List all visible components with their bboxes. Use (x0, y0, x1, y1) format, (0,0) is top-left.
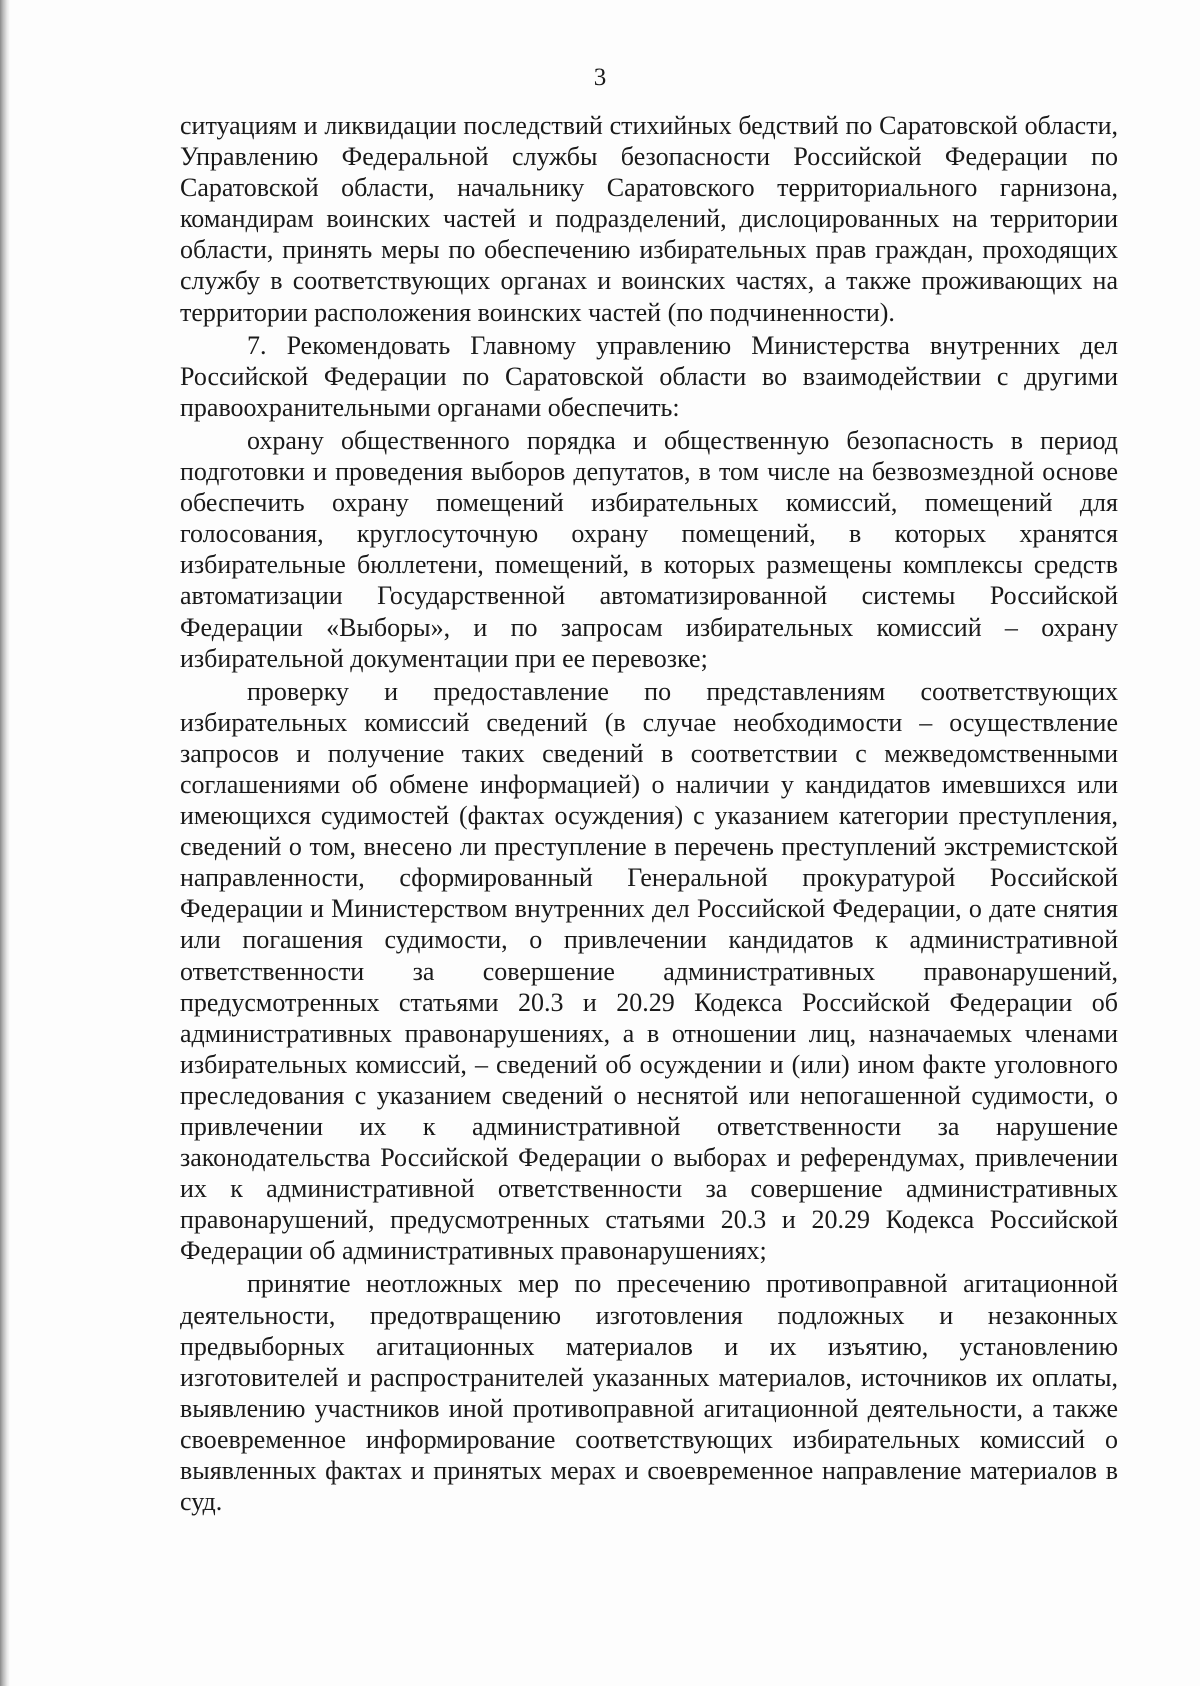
page-number: 3 (593, 64, 607, 91)
paragraph-item-7: 7. Рекомендовать Главному управлению Министерства внутренних дел Российской Федерации по Саратовской области во взаимодействии с другими правоохранительными органами обеспечить: (180, 330, 1118, 422)
scan-edge-shadow (0, 0, 10, 1686)
paragraph-campaign-enforcement: принятие неотложных мер по пресечению противоправной агитационной деятельности, предотвращению изготовления подложных и незаконных предвыборных агитационных материалов и их изъятию, установлению изготовителей и распространителей указанных материалов, источников их оплаты, выявлению участников иной противоправной агитационной деятельности, а также своевременное информирование соответствующих избирательных комиссий о выявленных фактах и принятых мерах и своевременное направление материалов в суд. (180, 1269, 1118, 1517)
document-body (180, 110, 1118, 1517)
paragraph-public-order: охрану общественного порядка и общественную безопасность в период подготовки и проведения выборов депутатов, в том числе на безвозмездной основе обеспечить охрану помещений избирательных комиссий, помещений для голосования, круглосуточную охрану помещений, в которых хранятся избирательные бюллетени, помещений, в которых размещены комплексы средств автоматизации Государственной автоматизированной системы Российской Федерации «Выборы», и по запросам избирательных комиссий – охрану избирательной документации при ее перевозке; (180, 425, 1118, 673)
paragraph-continuation: ситуациям и ликвидации последствий стихийных бедствий по Саратовской области, Управлению Федеральной службы безопасности Российской Федерации по Саратовской области, начальнику Саратовского территориального гарнизона, командирам воинских частей и подразделений, дислоцированных на территории области, принять меры по обеспечению избирательных прав граждан, проходящих службу в соответствующих органах и воинских частях, а также проживающих на территории расположения воинских частей (по подчиненности). (180, 111, 1118, 327)
paragraph-candidate-checks: проверку и предоставление по представлениям соответствующих избирательных комиссий сведений (в случае необходимости – осуществление запросов и получение таких сведений в соответствии с межведомственными соглашениями об обмене информацией) о наличии у кандидатов имевшихся или имеющихся судимостей (фактах осуждения) с указанием категории преступления, сведений о том, внесено ли преступление в перечень преступлений экстремистской направленности, сформированный Генеральной прокуратурой Российской Федерации и Министерством внутренних дел Российской Федерации, о дате снятия или погашения судимости, о привлечении кандидатов к административной ответственности за совершение административных правонарушений, предусмотренных статьями 20.3 и 20.29 Кодекса Российской Федерации об административных правонарушениях, а в отношении лиц, назначаемых членами избирательных комиссий, – сведений об осуждении и (или) ином факте уголовного преследования с указанием сведений о неснятой или непогашенной судимости, о привлечении их к административной ответственности за нарушение законодательства Российской Федерации о выборах и референдумах, привлечении их к административной ответственности за совершение административных правонарушений, предусмотренных статьями 20.3 и 20.29 Кодекса Российской Федерации об административных правонарушениях; (180, 676, 1118, 1266)
